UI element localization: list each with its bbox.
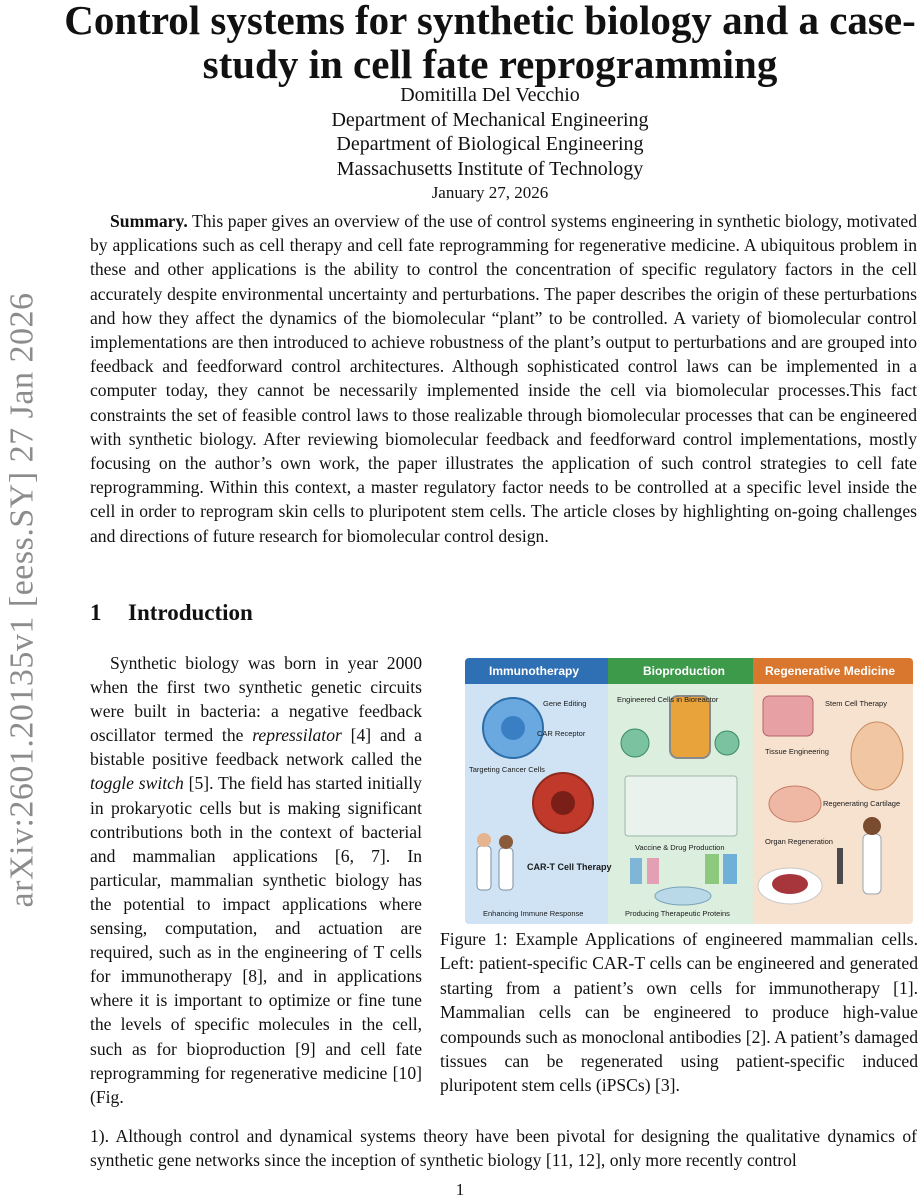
section-title: Introduction (128, 600, 253, 625)
microscope-icon (837, 848, 843, 884)
figure-label: Regenerating Cartilage (823, 799, 901, 808)
affiliation-line: Department of Biological Engineering (336, 133, 644, 155)
scientist-head (477, 833, 491, 847)
scientist-figure (863, 834, 881, 894)
engineered-cell-icon (621, 729, 649, 757)
regenerative-title: Regenerative Medicine (765, 664, 896, 678)
tissue-illustration (763, 696, 813, 736)
intro-term-toggle-switch: toggle switch (90, 773, 184, 794)
engineered-cell-icon (715, 731, 739, 755)
arxiv-stamp (2, 0, 42, 1200)
summary-paragraph (90, 209, 917, 548)
vial-icon (705, 854, 719, 884)
figure-label: CAR-T Cell Therapy (527, 862, 612, 872)
bioreactor-illustration (670, 696, 710, 758)
bioproduction-title: Bioproduction (643, 664, 725, 678)
cancer-cell-nucleus (551, 791, 575, 815)
section-heading (90, 600, 253, 626)
vial-icon (723, 854, 737, 884)
affiliation-line: Department of Mechanical Engineering (331, 108, 649, 131)
scientist-head (499, 835, 513, 849)
affiliation-line: Massachusetts Institute of Technology (336, 157, 644, 180)
publication-date: January 27, 2026 (431, 183, 549, 202)
vial-icon (647, 858, 659, 884)
intro-paragraph (90, 651, 422, 1109)
scientist-figure (499, 848, 513, 890)
petri-dish-icon (655, 887, 711, 905)
figure-label: Enhancing Immune Response (483, 909, 584, 918)
paper-title: Control systems for synthetic biology and a case-study in cell fate reprogramming (64, 0, 916, 87)
figure-svg (465, 658, 913, 924)
figure-label: Producing Therapeutic Proteins (625, 909, 730, 918)
intro-term-repressilator: repressilator (252, 725, 342, 746)
figure-1-illustration (465, 658, 913, 924)
t-cell-nucleus (501, 716, 525, 740)
production-line-illustration (625, 776, 737, 836)
figure-label: Vaccine & Drug Production (635, 843, 725, 852)
figure-label: Engineered Cells in Bioreactor (617, 695, 719, 704)
page-number: 1 (455, 1180, 465, 1199)
summary-text: This paper gives an overview of the use of control systems engineering in synthetic biology, motivated by applications such as cell therapy and cell fate reprogramming for regenerative medicine. A ubiquitous problem in these and other applications is the ability to control the concentration of specific regulatory factors in the cell accurately despite environmental uncertainty and perturbations. The paper describes the origin of these perturbations and how they affect the dynamics of the biomolecular “plant” to be controlled. A variety of biomolecular control implementations are then introduced to achieve robustness of the plant’s output to perturbations and are grouped into feedback and feedforward control architectures. Although sophisticated control laws can be implemented in a computer today, they cannot be necessarily implemented inside the cell via biomolecular processes.This fact constraints the set of feasible control laws to those realizable through biomolecular processes that can be engineered with synthetic biology. After reviewing biomolecular feedback and feedforward control implementations, mostly focusing on the author’s own work, the paper illustrates the application of such control strategies to cell fate reprogramming. Within this context, a master regulatory factor needs to be controlled at a specific level inside the cell in order to reprogram skin cells to pluripotent stem cells. The article closes by highlighting on-going challenges and directions of future research for biomolecular control design. (90, 211, 918, 546)
hand-illustration (769, 786, 821, 822)
figure-label: CAR Receptor (537, 729, 586, 738)
organ-illustration (772, 874, 808, 894)
author-name: Domitilla Del Vecchio (400, 84, 580, 106)
summary-label: Summary. (110, 211, 188, 231)
intro-paragraph-continuation: 1). Although control and dynamical systems theory have been pivotal for designing the qualitative dynamics of synthetic gene networks since the inception of synthetic biology [11, 12], only more recently control (90, 1126, 917, 1171)
figure-caption: Figure 1: Example Applications of engineered mammalian cells. Left: patient-specific CAR-T cells can be engineered and generated starting from a patient’s own cells for immunotherapy [1]. Mammalian cells can be engineered to produce high-value compounds such as monoclonal antibodies [2]. A patient’s damaged tissues can be regenerated using patient-specific induced pluripotent stem cells (iPSCs) [3]. (440, 929, 918, 1096)
figure-label: Tissue Engineering (765, 747, 829, 756)
scientist-figure (477, 846, 491, 890)
vial-icon (630, 858, 642, 884)
figure-label: Stem Cell Therapy (825, 699, 887, 708)
intro-text: [5]. The field has started initially in prokaryotic cells but is making significant contributions both in the context of bacterial and mammalian applications [6, 7]. In particular, mammalian synthetic biology has the potential to impact applications where sensing, computation, and actuation are required, such as in the engineering of T cells for immunotherapy [8], and in applications where it is important to optimize or fine tune the levels of specific molecules in the cell, such as for bioproduction [9] and cell fate reprogramming for regenerative medicine [10] (Fig. (90, 773, 422, 1107)
intro-text: [4] and a bistable positive feedback network called the (90, 725, 422, 770)
intro-text: Synthetic biology was born in year 2000 when the first two synthetic genetic circuits were built in bacteria: a negative feedback oscillator termed the (90, 653, 422, 746)
author-block (60, 83, 920, 206)
immunotherapy-title: Immunotherapy (489, 664, 580, 678)
section-number: 1 (90, 600, 102, 625)
knee-joint-illustration (851, 722, 903, 790)
figure-label: Organ Regeneration (765, 837, 833, 846)
figure-label: Targeting Cancer Cells (469, 765, 545, 774)
scientist-head (863, 817, 881, 835)
arxiv-identifier: arXiv:2601.20135v1 [eess.SY] 27 Jan 2026 (3, 292, 40, 908)
figure-label: Gene Editing (543, 699, 587, 708)
